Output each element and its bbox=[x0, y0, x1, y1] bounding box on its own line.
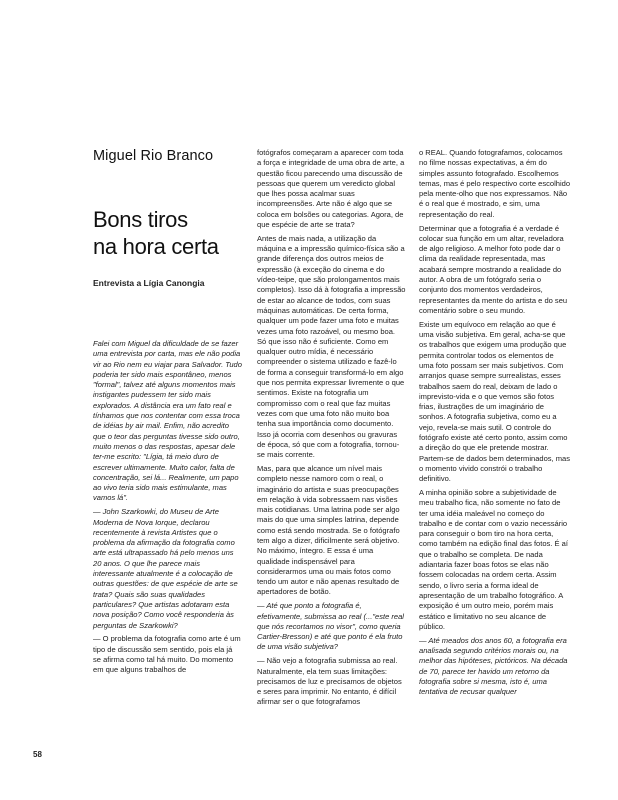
body-paragraph: Determinar que a fotografia é a verdade é colocar sua função em um altar, reveladora de algo religioso. A melhor foto pode dar o clima da realidade representada, mas acabará sempre mostrando a realidade do autor. A obra de um fotógrafo seria o conjunto dos momentos verdadeiros, representantes da mente do artista e do seu comentário sobre o seu mundo. bbox=[419, 223, 568, 315]
author-name: Miguel Rio Branco bbox=[93, 148, 214, 164]
text-column-2 bbox=[257, 148, 406, 711]
body-paragraph: Antes de mais nada, a utilização da máquina e a impressão químico-física são a grande diferença dos outros meios de expressão (à exceção do cinema e do vídeo-teipe, que são prolongamentos mais completos). Isso dá à fotografia a impressão de estar ao alcance de todos, com suas máquinas automáticas. De certa forma, qualquer um pode fazer uma foto e muitas vezes uma foto razoável, ou mesmo boa. Só que isso não é suficiente. Como em qualquer outro mídia, é necessário compreender o sistema utilizado e fazê-lo de forma a conseguir transformá-lo em algo que nos permita expressar livremente o que sentimos. Existe na fotografia um compromisso com o real que faz muitas vezes com que uma foto não muito boa tenha sua importância como documento. Isso já ocorria com desenhos ou gravuras de época, só que com a fotografia, tornou-se mais corrente. bbox=[257, 233, 406, 460]
body-paragraph: o REAL. Quando fotografamos, colocamos no filme nossas expectativas, a ém do simples assunto fotografado. Escolhemos temas, mas é pelo respectivo corte escolhido pela mente-olho que nos expressamos. Não é o real que é mostrado, e sim, uma representação do real. bbox=[419, 148, 571, 219]
body-paragraph: Mas, para que alcance um nível mais completo nesse namoro com o real, o imaginário do artista e suas preocupações em relação à vida sobressaem nas visões mais cotidianas. Uma latrina pode ser algo mais do que uma simples latrina, depende como está sendo mostrada. Se o fotógrafo tem algo a dizer, dificilmente será objetivo. No máximo, íntegro. E essa é uma qualidade indispensável para considerarmos uma ou mais fotos como tendo um autor e não apenas resultado de apertadores de botão. bbox=[257, 463, 400, 597]
body-paragraph: fotógrafos começaram a aparecer com toda a força e integridade de uma obra de arte, a questão ficou parecendo uma discussão de pessoas que querem um veredicto global que lhes possa acalmar suas incompreensões. Arte não é algo que se coloca em bolsões ou categorias. Agora, de que espécie de arte se trata? bbox=[257, 148, 405, 230]
question-paragraph: — Até que ponto a fotografia é, efetivamente, submissa ao real (..."este real que nós recortamos no visor", como queria Cartier-Bresson) e até que ponto é ela fruto de uma visão subjetiva? bbox=[257, 601, 404, 652]
page-number: 58 bbox=[33, 750, 42, 759]
article-title bbox=[93, 206, 243, 260]
question-paragraph: — John Szarkowki, do Museu de Arte Moderna de Nova Iorque, declarou recentemente à revista Artistes que o problema da afirmação da fotografia como arte está ultrapassado há pelo menos uns 20 anos. O que lhe parece mais interessante atualmente é a colocação de outras questões: de que espécie de arte se trata? Quais são suas qualidades particulares? Que artistas adotaram esta nova posição? Como você responderia às perguntas de Szarkowki? bbox=[93, 507, 238, 630]
article-subtitle: Entrevista a Lígia Canongia bbox=[93, 278, 205, 288]
title-line-2: na hora certa bbox=[93, 234, 219, 259]
title-line-1: Bons tiros bbox=[93, 207, 188, 232]
body-paragraph: A minha opinião sobre a subjetividade de meu trabalho fica, não somente no fato de ter uma idéia maleável no começo do trabalho e de contar com o vazio necessário para conseguir o bom tiro na hora certa, como também na edição final das fotos. É aí que o trabalho se completa. De nada adiantaria fazer boas fotos se elas não fossem colocadas na ordem certa. Assim sendo, o livro seria a forma ideal de apresentação de um trabalho fotográfico. A exposição é um outro meio, porém mais estático e limitativo no seu alcance de público. bbox=[419, 488, 568, 631]
text-column-1 bbox=[93, 339, 242, 679]
question-paragraph: — Até meados dos anos 60, a fotografia era analisada segundo critérios morais ou, na melhor das hipóteses, pictóricos. Na década de 70, parece ter havido um retorno da fotografia sobre si mesma, isto é, uma tentativa de recusar qualquer bbox=[419, 635, 568, 697]
answer-paragraph: — Não vejo a fotografia submissa ao real. Naturalmente, ela tem suas limitações: precisamos de luz e precisamos de objetos e seres para imprimir. No entanto, é difícil afirmar ser o que fotografamos bbox=[257, 656, 402, 707]
text-column-3 bbox=[419, 148, 570, 701]
intro-paragraph: Falei com Miguel da dificuldade de se fazer uma entrevista por carta, mas ele não podia vir ao Rio nem eu viajar para Salvador. Tudo poderia ter sido mais espontâneo, menos "formal", talvez até alguns momentos mais instigantes pudessem ter sido mais explorados. A distância era um fato real e tínhamos que nos contentar com essa troca de idéias by air mail. Enfim, não acredito que o teor das perguntas tivesse sido outro, muito menos o das respostas, apesar dele ter-me escrito: "Lígia, tá meio duro de escrever ultimamente. Muito calor, falta de concentração, sei lá... Realmente, um papo ao vivo teria sido mais estimulante, mas vamos lá". bbox=[93, 339, 242, 503]
body-paragraph: Existe um equívoco em relação ao que é uma visão subjetiva. Em geral, acha-se que os trabalhos que exigem uma produção que permita controlar todos os elementos de uma foto possam ser mais subjetivos. Com arranjos quase sempre surrealistas, esses trabalhos saem do real, deixam de lado o imprevisto-vida e o que vemos são fotos frias, ilustrações de um imaginário de sonhos. A fotografia subjetiva, como eu a vejo, revela-se mais sutil. O controle do fotógrafo existe até certo ponto, assim como a direção do que ele pretende mostrar. Partem-se de dados bem determinados, mas o momento vivido constrói o trabalho definitivo. bbox=[419, 319, 571, 484]
answer-paragraph: — O problema da fotografia como arte é um tipo de discussão sem sentido, pois ela já se afirma como tal há muito. Do momento em que alguns trabalhos de bbox=[93, 634, 241, 675]
